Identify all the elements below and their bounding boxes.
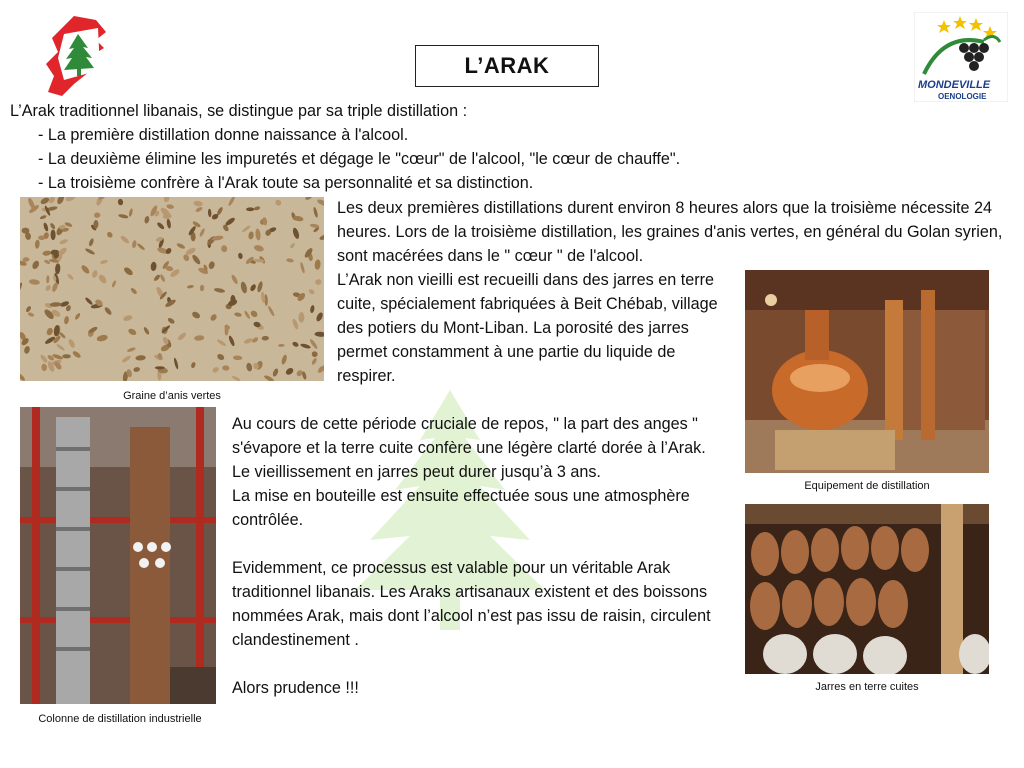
paragraph-aging xyxy=(232,412,732,700)
spacer xyxy=(232,532,732,556)
intro-item-3: - La troisième confrère à l'Arak toute sa personnalité et sa distinction. xyxy=(38,174,534,192)
intro-item-1: - La première distillation donne naissance à l'alcool. xyxy=(38,126,409,144)
lebanon-flag-icon xyxy=(44,14,108,96)
caption-column: Colonne de distillation industrielle xyxy=(38,713,202,725)
clay-jars-photo xyxy=(745,504,989,674)
logo-text-line1: MONDEVILLE xyxy=(918,79,991,91)
caption-anise: Graine d’anis vertes xyxy=(123,390,221,402)
caption-equipment: Equipement de distillation xyxy=(804,480,930,492)
spacer xyxy=(232,652,732,676)
distillation-equipment-photo xyxy=(745,270,989,473)
mondeville-oenologie-logo xyxy=(914,12,1008,102)
paragraph-jars: L’Arak non vieilli est recueilli dans des jarres en terre cuite, spécialement fabriquées à Beit Chébab, village des potiers du Mont-Liban. La porosité des jarres permet constamment à une partie du liquide de respirer. xyxy=(337,271,718,385)
page-title: L’ARAK xyxy=(415,45,599,87)
paragraph-distillation-duration: Les deux premières distillations durent environ 8 heures alors que la troisième nécessite 24 heures. Lors de la troisième distillation, les graines d'anis vertes, en général du Golan syrien, sont macérées dans le " cœur " de l'alcool. xyxy=(337,199,1003,265)
aging-line-4: Evidemment, ce processus est valable pour un véritable Arak traditionnel libanais. Les Araks artisanaux existent et des boissons nommées Arak, mais dont l’alcool n’est pas issu de raisin, circulent clandestinement . xyxy=(232,559,711,649)
intro-block xyxy=(10,99,830,195)
aging-line-2: Le vieillissement en jarres peut durer jusqu’à 3 ans. xyxy=(232,463,601,481)
logo-text-line2: OENOLOGIE xyxy=(938,92,987,101)
aging-line-5: Alors prudence !!! xyxy=(232,679,359,697)
industrial-column-photo xyxy=(20,407,216,704)
intro-lead: L’Arak traditionnel libanais, se distingue par sa triple distillation : xyxy=(10,102,468,120)
aging-line-3: La mise en bouteille est ensuite effectuée sous une atmosphère contrôlée. xyxy=(232,487,690,529)
intro-item-2: - La deuxième élimine les impuretés et dégage le "cœur" de l'alcool, "le cœur de chauffe". xyxy=(38,150,681,168)
aging-line-1: Au cours de cette période cruciale de repos, " la part des anges " s'évapore et la terre cuite confère une légère clarté dorée à l’Arak. xyxy=(232,415,706,457)
anise-seeds-photo xyxy=(20,197,324,381)
caption-jars: Jarres en terre cuites xyxy=(815,681,919,693)
